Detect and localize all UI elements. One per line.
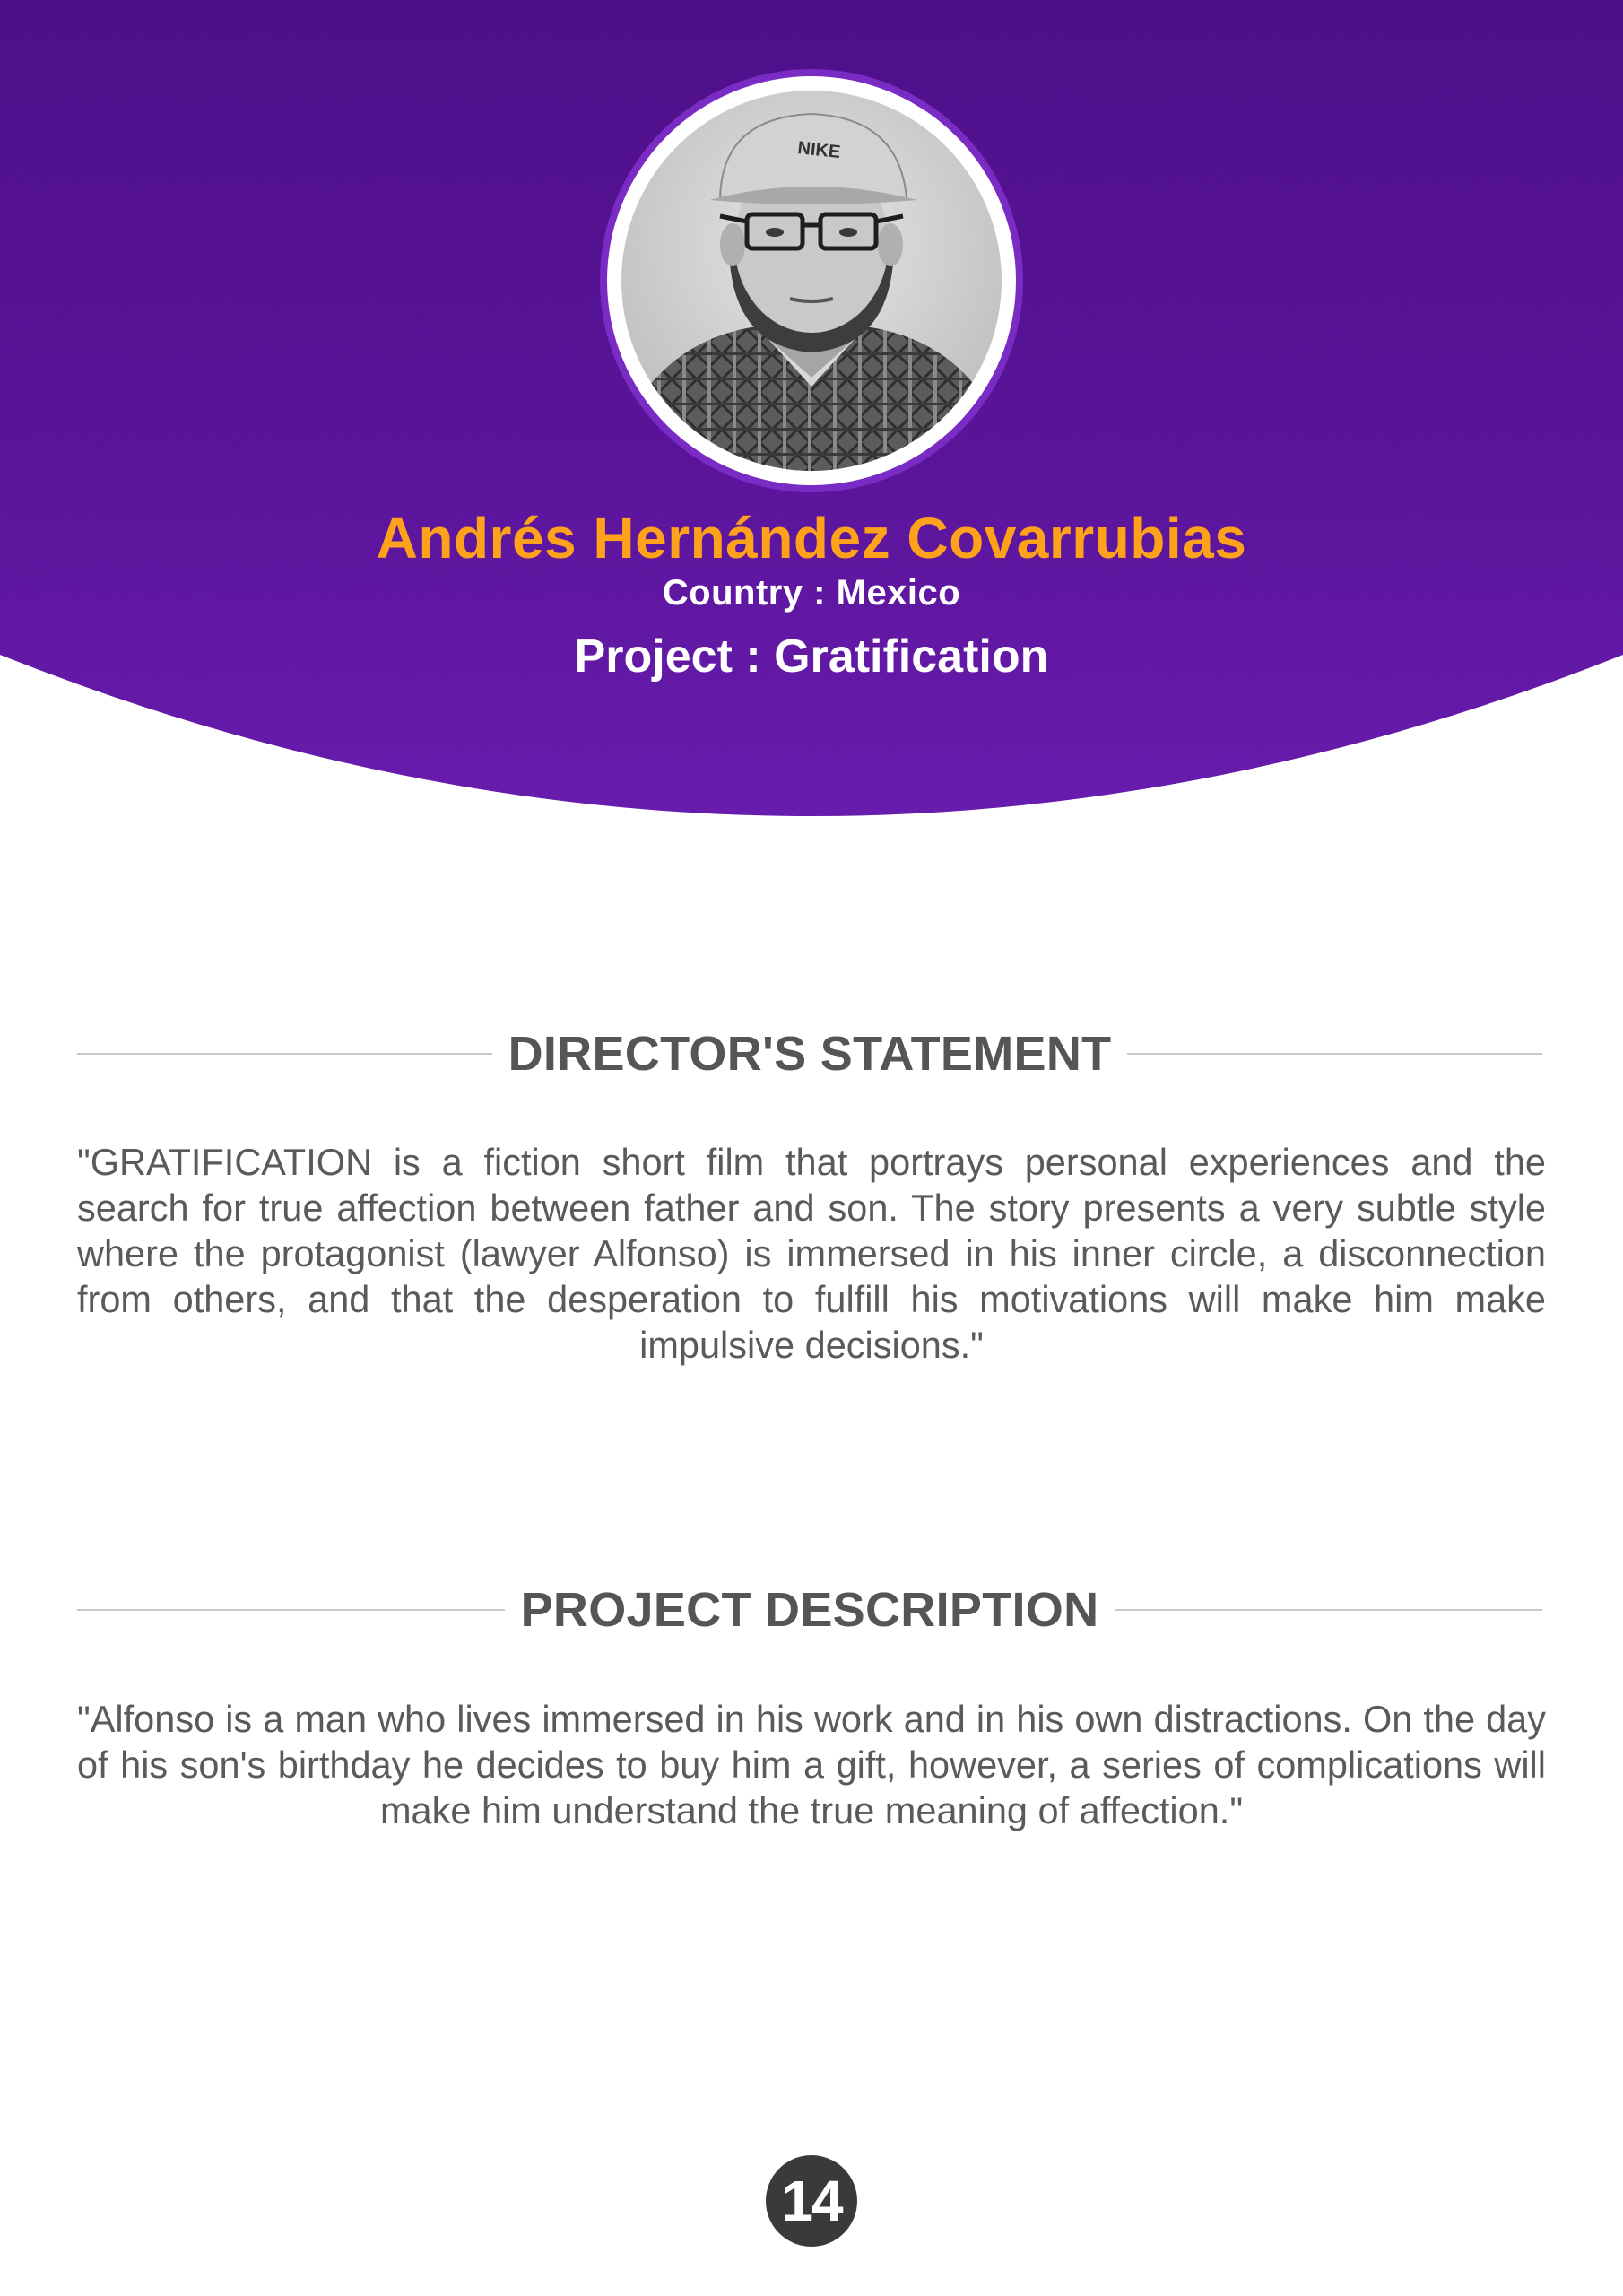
divider-left xyxy=(77,1609,505,1611)
project-description-text: "Alfonso is a man who lives immersed in his work and in his own distractions. On the day of his son's birthday he decides to buy him a gift, however, a series of complications will make him understand the true meaning of affection." xyxy=(77,1698,1546,1831)
divider-right xyxy=(1127,1053,1542,1055)
director-name: Andrés Hernández Covarrubias xyxy=(376,506,1247,570)
director-country: Country : Mexico xyxy=(662,573,961,613)
project-title: Project : Gratification xyxy=(574,631,1049,683)
divider-left xyxy=(77,1053,492,1055)
project-description-heading-row xyxy=(77,1578,1542,1641)
director-portrait-photo-icon xyxy=(621,91,1002,471)
page-number-badge: 14 xyxy=(766,2155,857,2247)
portrait-frame xyxy=(600,69,1023,492)
directors-statement-text: "GRATIFICATION is a fiction short film that portrays personal experiences and the search for true affection between father and son. The story presents a very subtle style where the protagonist (lawyer Alfonso) is immersed in his inner circle, a disconnection from others, and that the desperation to fulfill his motivations will make him make impulsive decisions." xyxy=(77,1141,1546,1366)
directors-statement-heading-row xyxy=(77,1022,1542,1085)
director-portrait xyxy=(621,91,1002,471)
project-description-heading: PROJECT DESCRIPTION xyxy=(520,1583,1099,1637)
directors-statement-heading: DIRECTOR'S STATEMENT xyxy=(508,1027,1112,1081)
svg-text:NIKE: NIKE xyxy=(796,138,842,162)
divider-right xyxy=(1115,1609,1542,1611)
